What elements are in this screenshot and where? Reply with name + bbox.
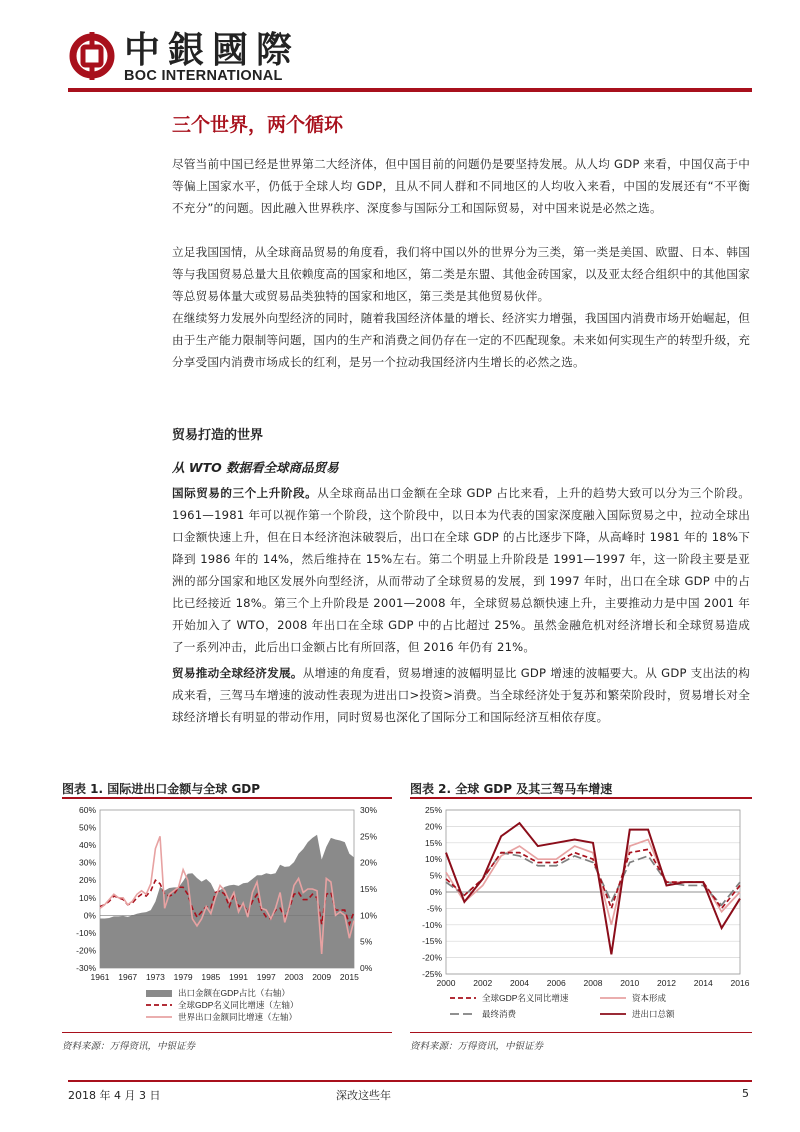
x-tick-label: 2010 xyxy=(620,978,640,988)
y-left-tick-label: 0% xyxy=(83,910,96,921)
y-right-tick-label: 15% xyxy=(360,884,378,894)
brand-name-english: BOC INTERNATIONAL xyxy=(124,68,283,84)
y-left-tick-label: 10% xyxy=(78,892,96,903)
legend-label: 世界出口金额同比增速（左轴） xyxy=(178,1012,298,1022)
y-tick-label: 25% xyxy=(424,805,442,815)
paragraph-1: 尽管当前中国已经是世界第二大经济体，但中国目前的问题仍是要坚持发展。从人均 GDP 来看，中国仅高于中等偏上国家水平，仍低于全球人均 GDP，且从不同人群和不同地区的人均收入来看，中国的发展还有“不平衡不充分”的问题。因此融入世界秩序、深度参与国际分工和国际贸易，对中国来说是必然之选。 xyxy=(172,157,750,215)
y-tick-label: -5% xyxy=(426,903,442,914)
y-tick-label: 10% xyxy=(424,854,442,865)
x-tick-label: 1991 xyxy=(229,972,249,982)
x-tick-label: 1985 xyxy=(201,972,221,982)
y-left-tick-label: 30% xyxy=(78,857,96,868)
figure-1-top-rule xyxy=(62,797,392,799)
figure-1-source: 资料来源：万得资讯，中银证券 xyxy=(62,1041,196,1052)
figure-2-source: 资料来源：万得资讯，中银证券 xyxy=(410,1041,544,1052)
y-left-tick-label: 50% xyxy=(78,822,96,833)
paragraph-3: 在继续努力发展外向型经济的同时，随着我国经济体量的增长、经济实力增强，我国国内消费市场开始崛起，但由于生产能力限制等问题，国内的生产和消费之间仍存在一定的不匹配现象。未来如何实现生产的转型升级，充分享受国内消费市场成长的红利，是另一个拉动我国经济内生增长的必然之选。 xyxy=(172,311,750,369)
figure-2-top-rule xyxy=(410,797,752,799)
y-right-tick-label: 30% xyxy=(360,805,378,815)
x-tick-label: 2012 xyxy=(657,978,676,988)
header-divider xyxy=(68,88,752,92)
legend-label: 全球GDP名义同比增速（左轴） xyxy=(178,1000,299,1010)
figure-1-title: 图表 1. 国际进出口金额与全球 GDP xyxy=(62,782,261,796)
subsection-heading: 从 WTO 数据看全球商品贸易 xyxy=(172,460,339,475)
legend-label: 全球GDP名义同比增速 xyxy=(482,993,569,1003)
y-left-tick-label: -20% xyxy=(76,945,96,956)
legend-label: 最终消费 xyxy=(482,1009,517,1019)
x-tick-label: 2006 xyxy=(546,978,566,988)
figure-2-bottom-rule xyxy=(410,1032,752,1033)
paragraph-body: 从全球商品出口金额在全球 GDP 占比来看，上升的趋势大致可以分为三个阶段。1961—1981 年可以视作第一个阶段，这个阶段中，以日本为代表的国家深度融入国际贸易之中，拉动全球出口金额快速上升，但在日本经济泡沫破裂后，出口在全球 GDP 的占比逐步下降，从高峰时 1981 年的 18%下降到 1986 年的 14%，然后维持在 15%左右。第二个明显上升阶段是 1991—1997 年，这一阶段主要是亚洲的部分国家和地区发展外向型经济，从而带动了全球贸易的发展，到 1997 年时，出口在全球 GDP 中的占比已经接近 18%。第三个上升阶段是 2001—2008 年，全球贸易总额快速上升，主要推动力是中国 2001 年开始加入了 WTO，2008 年出口在全球 GDP 中的占比超过 25%。虽然金融危机对经济增长和全球贸易造成了一系列冲击，此后出口金额占比有所回落，但 2016 年仍有 21%。 xyxy=(172,486,750,654)
x-tick-label: 1979 xyxy=(173,972,193,982)
section-heading: 贸易打造的世界 xyxy=(172,428,264,443)
x-tick-label: 1997 xyxy=(256,972,276,982)
series-line-1 xyxy=(446,849,740,908)
y-right-tick-label: 20% xyxy=(360,857,378,868)
y-right-tick-label: 25% xyxy=(360,831,378,842)
paragraph-lead: 贸易推动全球经济发展。 xyxy=(172,666,303,680)
brand-name-chinese: 中銀國際 xyxy=(124,29,301,71)
y-left-tick-label: -10% xyxy=(76,927,96,938)
x-tick-label: 2008 xyxy=(583,978,603,988)
y-tick-label: 0% xyxy=(429,887,442,897)
legend-label: 资本形成 xyxy=(632,993,667,1003)
y-tick-label: -20% xyxy=(422,952,442,963)
x-tick-label: 1973 xyxy=(145,972,165,982)
figure-1-chart xyxy=(62,802,392,1030)
paragraph-body: 从增速的角度看，贸易增速的波幅明显比 GDP 增速的波幅要大。从 GDP 支出法的构成来看，三驾马车增速的波动性表现为进出口>投资>消费。当全球经济处于复苏和繁荣阶段时，贸易增长对全球经济增长有明显的带动作用，同时贸易也深化了国际分工和国际经济互相依存度。 xyxy=(172,666,750,724)
x-tick-label: 1967 xyxy=(118,972,138,982)
x-tick-label: 1961 xyxy=(90,972,110,982)
boc-coin-logo-icon xyxy=(68,32,116,80)
x-tick-label: 2009 xyxy=(312,972,332,982)
figure-2-chart xyxy=(410,802,752,1030)
y-left-tick-label: 20% xyxy=(78,875,96,886)
x-tick-label: 2004 xyxy=(510,978,529,988)
x-tick-label: 2016 xyxy=(730,978,750,988)
legend-swatch-area xyxy=(146,990,172,997)
legend-label: 进出口总额 xyxy=(632,1009,675,1019)
y-right-tick-label: 5% xyxy=(360,936,373,947)
x-tick-label: 2014 xyxy=(693,978,713,988)
footer-doc-title: 深改这些年 xyxy=(336,1089,391,1102)
x-tick-label: 2015 xyxy=(339,972,359,982)
y-left-tick-label: 60% xyxy=(78,805,96,815)
y-right-tick-label: 0% xyxy=(360,963,373,973)
figure-2-title: 图表 2. 全球 GDP 及其三驾马车增速 xyxy=(410,782,613,796)
x-tick-label: 2002 xyxy=(473,978,493,988)
x-tick-label: 2003 xyxy=(284,972,304,982)
y-tick-label: -15% xyxy=(422,936,442,947)
y-left-tick-label: 40% xyxy=(78,840,96,851)
paragraph-lead: 国际贸易的三个上升阶段。 xyxy=(172,486,318,500)
footer-date: 2018 年 4 月 3 日 xyxy=(68,1089,161,1102)
page-header xyxy=(68,30,752,92)
page-title: 三个世界，两个循环 xyxy=(172,114,344,136)
y-left-tick-label: -30% xyxy=(76,963,96,973)
figure-1-bottom-rule xyxy=(62,1032,392,1033)
paragraph-trade-growth xyxy=(172,662,750,728)
y-tick-label: -25% xyxy=(422,969,442,979)
footer-page-number: 5 xyxy=(742,1087,749,1100)
y-tick-label: 15% xyxy=(424,837,442,848)
y-tick-label: 20% xyxy=(424,821,442,832)
paragraph-trade-stages xyxy=(172,482,750,658)
y-tick-label: -10% xyxy=(422,919,442,930)
paragraph-2: 立足我国国情，从全球商品贸易的角度看，我们将中国以外的世界分为三类，第一类是美国、欧盟、日本、韩国等与我国贸易总量大且依赖度高的国家和地区，第二类是东盟、其他金砖国家，以及亚太经合组织中的其他国家等总贸易体量大或贸易品类独特的国家和地区，第三类是其他贸易伙伴。 xyxy=(172,245,750,303)
legend-label: 出口金额在GDP占比（右轴） xyxy=(178,988,290,998)
y-tick-label: 5% xyxy=(429,870,442,881)
footer-divider xyxy=(68,1080,752,1082)
y-right-tick-label: 10% xyxy=(360,910,378,921)
x-tick-label: 2000 xyxy=(436,978,456,988)
